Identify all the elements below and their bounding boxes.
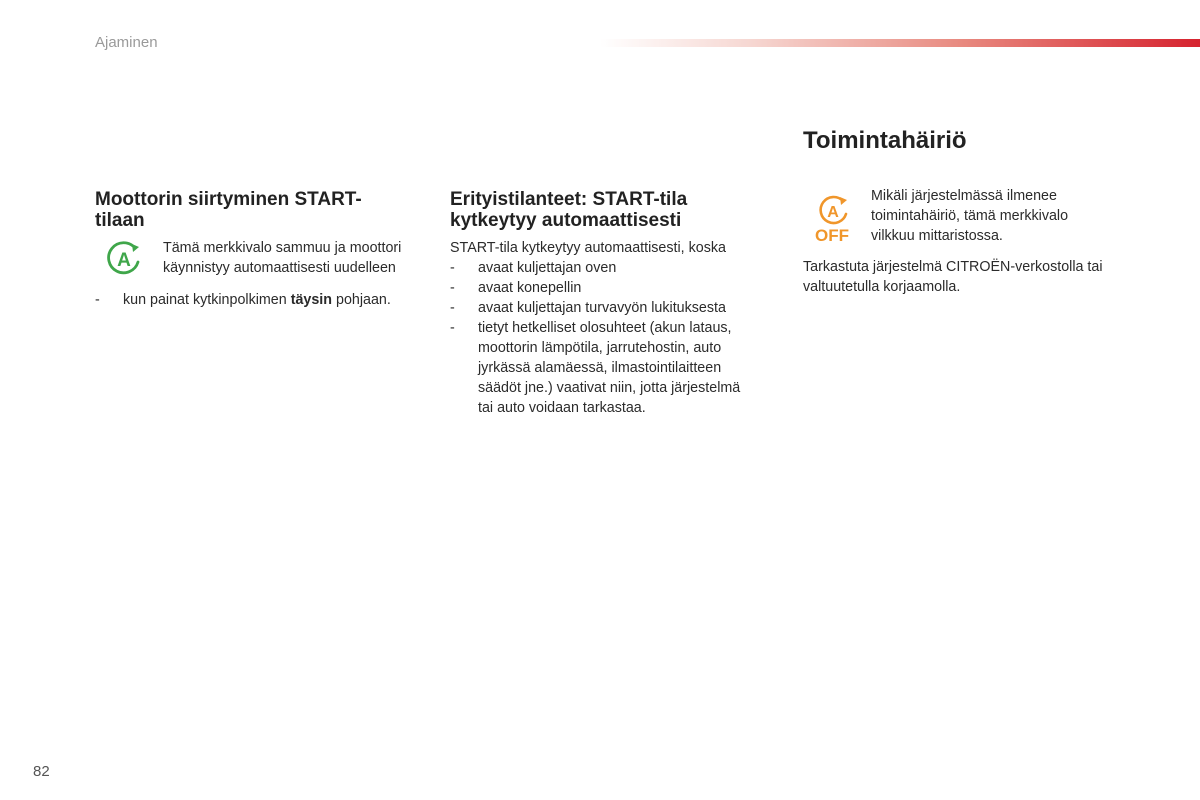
list-item-line: säädöt jne.) vaativat niin, jotta järjestelmä: [478, 380, 741, 396]
malfunction-title: Toimintahäiriö: [803, 127, 967, 154]
list-item-text: [478, 318, 778, 418]
list-item: [95, 290, 430, 310]
icon-description-line-1: Tämä merkkivalo sammuu ja moottori: [163, 240, 402, 256]
list-item: [450, 258, 780, 278]
list-dash: -: [95, 292, 100, 308]
list-item: [450, 318, 780, 418]
icon-label-bottom: OFF: [815, 226, 849, 245]
icon-description: [163, 238, 433, 278]
service-paragraph: [803, 257, 1148, 297]
list-item-line: tietyt hetkelliset olosuhteet (akun lataus,: [478, 320, 732, 336]
heading-line-1: Erityistilanteet: START-tila: [450, 189, 688, 210]
list-item-text: avaat kuljettajan oven: [478, 260, 617, 276]
intro-text: START-tila kytkeytyy automaattisesti, koska: [450, 240, 726, 256]
list-item: [450, 278, 780, 298]
list-item-line: moottorin lämpötila, jarrutehostin, auto: [478, 340, 722, 356]
icon-description-line: Mikäli järjestelmässä ilmenee: [871, 188, 1057, 204]
list-item-line: jyrkässä alamäessä, ilmastointilaitteen: [478, 360, 722, 376]
paragraph-line: valtuutetulla korjaamolla.: [803, 279, 961, 295]
list-dash: -: [450, 260, 455, 276]
heading-line-1: Moottorin siirtyminen START-: [95, 189, 362, 210]
section-label: Ajaminen: [95, 34, 158, 51]
icon-description-line-2: käynnistyy automaattisesti uudelleen: [163, 260, 396, 276]
list-item: [450, 298, 780, 318]
list-dash: -: [450, 320, 455, 336]
icon-description: [871, 186, 1141, 246]
list-dash: -: [450, 300, 455, 316]
list-item-line: tai auto voidaan tarkastaa.: [478, 400, 646, 416]
heading-start-mode: [95, 189, 430, 231]
paragraph-line: Tarkastuta järjestelmä CITROËN-verkostolla tai: [803, 259, 1103, 275]
heading-line-2: tilaan: [95, 210, 145, 231]
text-before: kun painat kytkinpolkimen: [123, 292, 291, 308]
auto-start-green-icon: [105, 240, 143, 283]
list-dash: -: [450, 280, 455, 296]
emphasis-text: täysin: [290, 292, 333, 308]
icon-description-line: toimintahäiriö, tämä merkkivalo: [871, 208, 1069, 224]
list-item-text: avaat konepellin: [478, 280, 582, 296]
list-item-text: avaat kuljettajan turvavyön lukituksesta: [478, 300, 726, 316]
page-number: 82: [33, 763, 50, 780]
text-after: pohjaan.: [332, 292, 391, 308]
heading-special-situations: [450, 189, 780, 231]
list-item-text: [123, 290, 391, 310]
auto-off-orange-icon: [811, 195, 857, 252]
heading-line-2: kytkeytyy automaattisesti: [450, 210, 682, 231]
svg-text:A: A: [117, 250, 131, 271]
icon-description-line: vilkkuu mittaristossa.: [871, 228, 1003, 244]
icon-label-top: A: [827, 204, 839, 221]
header-gradient-bar: [600, 39, 1200, 47]
